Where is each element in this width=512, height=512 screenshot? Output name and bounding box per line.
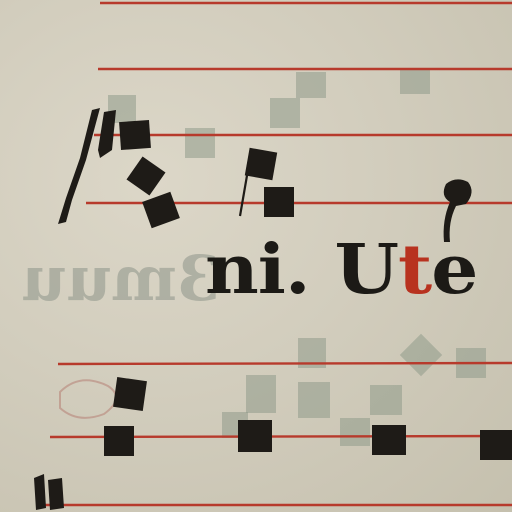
lyric-tail: e xyxy=(431,230,478,310)
ghost-ornament xyxy=(60,380,116,418)
ghost-note xyxy=(270,98,300,128)
ghost-note xyxy=(296,72,326,98)
ghost-note xyxy=(400,68,430,94)
lyric-initial: U xyxy=(334,230,398,310)
square-note xyxy=(142,192,180,229)
square-note xyxy=(238,420,272,452)
staff-line xyxy=(58,363,512,364)
square-note xyxy=(264,187,294,217)
lyric-text xyxy=(205,230,478,310)
show-through-text: 3muu xyxy=(21,242,220,315)
ghost-note xyxy=(370,385,402,415)
square-note xyxy=(372,425,406,455)
clef-mark xyxy=(98,110,116,158)
ghost-note xyxy=(340,418,370,446)
lyric-rubric-letter: t xyxy=(398,230,432,310)
square-note xyxy=(127,157,166,196)
square-note xyxy=(104,426,134,456)
ghost-note xyxy=(298,382,330,418)
ghost-note xyxy=(400,334,442,376)
clef-mark xyxy=(58,108,100,224)
square-note xyxy=(480,430,512,460)
square-note xyxy=(119,120,151,150)
lyric-syllable: ni. xyxy=(205,230,310,310)
ghost-note xyxy=(246,375,276,413)
square-note xyxy=(113,377,147,411)
ghost-note xyxy=(185,128,215,158)
square-note xyxy=(245,148,277,180)
note-stem xyxy=(240,164,249,216)
